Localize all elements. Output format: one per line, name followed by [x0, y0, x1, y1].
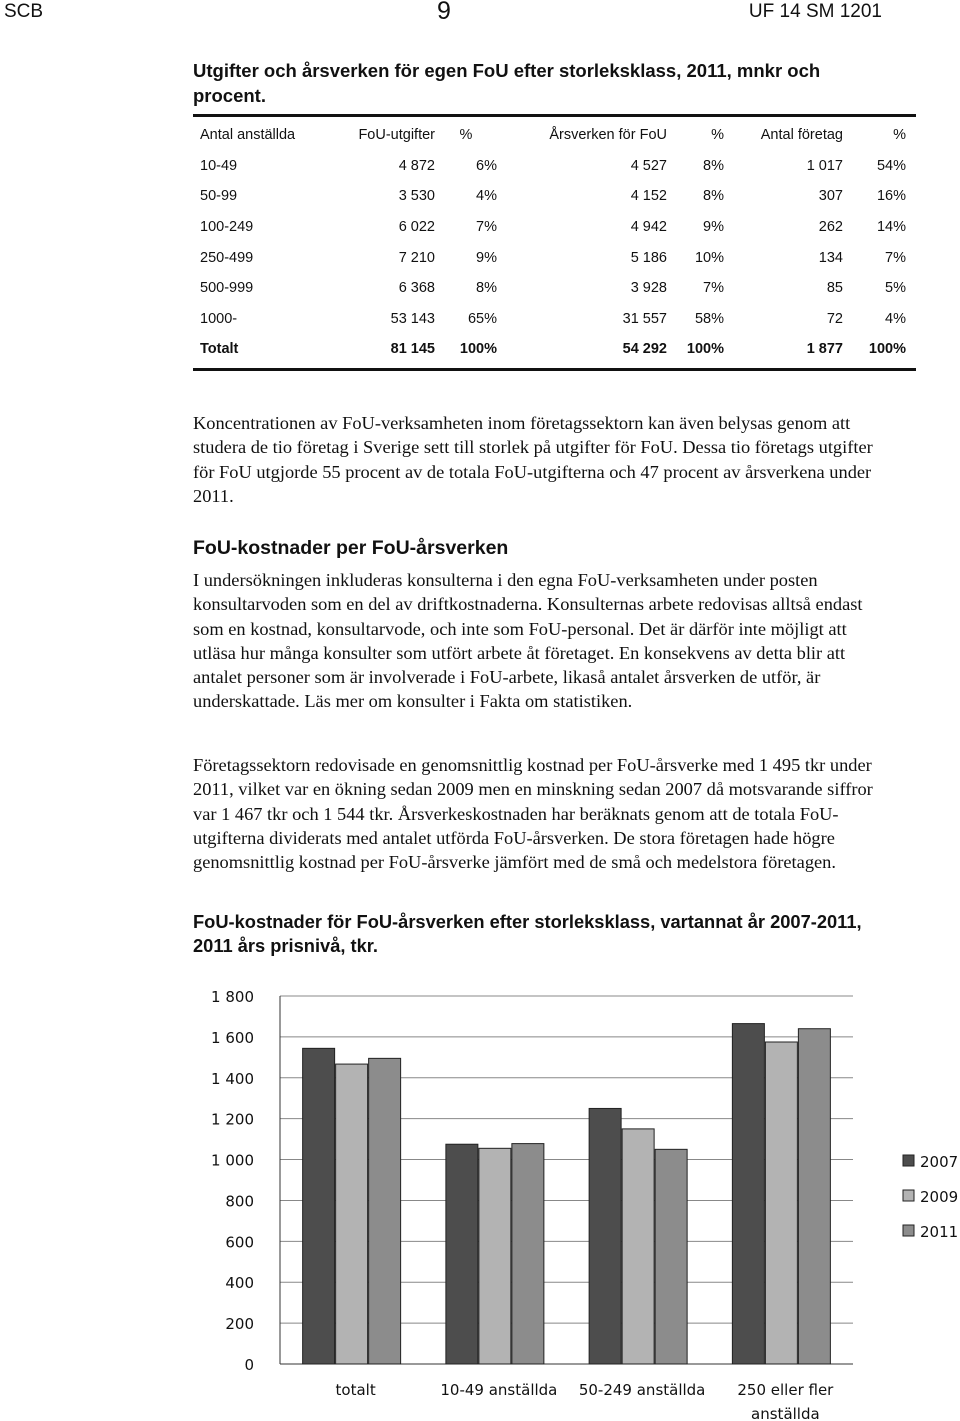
header-org: SCB	[4, 1, 44, 22]
table-cell: Totalt	[200, 341, 239, 358]
bar-2007	[446, 1144, 478, 1364]
table-cell: 262	[818, 219, 843, 236]
table-cell: 4 152	[630, 188, 667, 205]
y-tick-label: 1 000	[211, 1151, 254, 1170]
table-cell: 10%	[694, 249, 724, 266]
legend-label: 2009	[920, 1188, 959, 1206]
table-cell: 6 022	[398, 219, 435, 236]
table-cell: 3 530	[398, 188, 435, 205]
page-number: 9	[437, 0, 451, 25]
table-cell: 7%	[703, 280, 724, 297]
col-header: FoU-utgifter	[358, 127, 435, 144]
bar-2007	[732, 1024, 764, 1364]
bar-2011	[369, 1058, 401, 1364]
x-tick-label: totalt	[335, 1381, 376, 1399]
y-tick-label: 600	[225, 1233, 254, 1252]
table-cell: 100-249	[200, 219, 254, 236]
bar-2009	[765, 1042, 797, 1364]
table-cell: 1 017	[806, 157, 843, 174]
table-cell: 5%	[885, 280, 906, 297]
report-id: UF 14 SM 1201	[748, 1, 882, 22]
table-cell: 53 143	[390, 310, 435, 327]
table-cell: 81 145	[390, 341, 435, 358]
table-cell: 100%	[686, 341, 724, 358]
table-cell: 6%	[476, 157, 497, 174]
table-cell: 16%	[876, 188, 906, 205]
table-cell: 8%	[703, 188, 724, 205]
table-cell: 307	[818, 188, 843, 205]
table-cell: 500-999	[200, 280, 254, 297]
col-header: %	[459, 127, 473, 144]
bar-2007	[589, 1108, 621, 1364]
bar-2009	[622, 1129, 654, 1364]
table-cell: 7 210	[398, 249, 435, 266]
table-cell: 7%	[476, 219, 497, 236]
legend-label: 2011	[920, 1223, 959, 1241]
y-tick-label: 1 200	[211, 1110, 254, 1129]
legend-swatch	[903, 1155, 914, 1166]
table-cell: 65%	[467, 310, 497, 327]
table-cell: 1000-	[200, 310, 238, 327]
legend-swatch	[903, 1190, 914, 1201]
table-cell: 50-99	[200, 188, 238, 205]
table-cell: 9%	[703, 219, 724, 236]
table-cell: 4%	[476, 188, 497, 205]
table-cell: 4%	[885, 310, 906, 327]
table-cell: 4 527	[630, 157, 667, 174]
paragraph-consultants: I undersökningen inkluderas konsulterna i den egna FoU-verksamheten under posten konsultarvoden som en del av driftkostnaderna. Konsulternas arbete redovisas alltså endast som en kostnad, konsultarvode, och inte som FoU-personal. Det är därför inte möjligt att utläsa hur många konsulter som utfört arbete åt företaget. En konsekvens av detta blir att antalet personer som är involverade i FoU-arbete, likaså antalet årsverken de utför, är underskattade. Läs mer om konsulter i Fakta om statistiken.	[193, 570, 863, 712]
x-tick-label: 10-49 anställda	[440, 1381, 558, 1399]
table-cell: 3 928	[630, 280, 667, 297]
y-tick-label: 1 800	[211, 988, 254, 1006]
table-cell: 1 877	[806, 341, 843, 358]
table-cell: 8%	[703, 157, 724, 174]
y-tick-label: 400	[225, 1274, 254, 1293]
legend-swatch	[903, 1225, 914, 1236]
y-tick-label: 1 400	[211, 1069, 254, 1088]
table-cell: 85	[826, 280, 843, 297]
col-header: Årsverken för FoU	[549, 127, 667, 144]
col-header: Antal anställda	[200, 127, 296, 144]
paragraph-cost-per-fte: Företagssektorn redovisade en genomsnittlig kostnad per FoU-årsverke med 1 495 tkr under 2011, vilket var en ökning sedan 2009 men en minskning sedan 2007 då motsvarande siffror var 1 467 tkr och 1 544 tkr. Årsverkeskostnaden har beräknats genom att de totala FoU-utgifterna dividerats med antalet utförda FoU-årsverken. De stora företagen hade högre genomsnittlig kostnad per FoU-årsverke jämfört med de små och medelstora företagen.	[193, 755, 873, 873]
bar-2011	[512, 1144, 544, 1364]
table-cell: 54 292	[622, 341, 667, 358]
table-title: Utgifter och årsverken för egen FoU efter storleksklass, 2011, mnkr och procent.	[193, 60, 821, 106]
y-tick-label: 800	[225, 1192, 254, 1211]
table-cell: 7%	[885, 249, 906, 266]
table-cell: 54%	[876, 157, 906, 174]
table-cell: 14%	[876, 219, 906, 236]
section-heading: FoU-kostnader per FoU-årsverken	[193, 537, 509, 559]
bar-2011	[655, 1149, 687, 1364]
x-tick-label: 50-249 anställda	[578, 1381, 706, 1399]
table-cell: 31 557	[622, 310, 667, 327]
table-cell: 100%	[459, 341, 497, 358]
table-cell: 134	[818, 249, 843, 266]
table-cell: 72	[826, 310, 843, 327]
y-tick-label: 1 600	[211, 1028, 254, 1047]
table-cell: 9%	[476, 249, 497, 266]
col-header: %	[893, 127, 906, 144]
table-cell: 10-49	[200, 157, 238, 174]
table-cell: 4 872	[398, 157, 435, 174]
bar-2011	[798, 1029, 830, 1364]
y-tick-label: 0	[244, 1356, 254, 1374]
chart-title: FoU-kostnader för FoU-årsverken efter storleksklass, vartannat år 2007-2011, 2011 års prisnivå, tkr.	[193, 911, 862, 956]
table-cell: 8%	[476, 280, 497, 297]
x-tick-label: 250 eller fler	[737, 1381, 834, 1399]
table-cell: 6 368	[398, 280, 435, 297]
legend-label: 2007	[920, 1153, 959, 1171]
table-cell: 4 942	[630, 219, 667, 236]
bar-2009	[336, 1064, 368, 1364]
bar-2007	[303, 1048, 335, 1364]
col-header: %	[711, 127, 724, 144]
table-cell: 5 186	[630, 249, 667, 266]
table-cell: 250-499	[200, 249, 254, 266]
table-cell: 58%	[694, 310, 724, 327]
paragraph-concentration: Koncentrationen av FoU-verksamheten inom företagssektorn kan även belysas genom att studera de tio företag i Sverige sett till storlek på utgifter för FoU. Dessa tio företags utgifter för FoU utgjorde 55 procent av de totala FoU-utgifterna och 47 procent av årsverkena under 2011.	[193, 413, 873, 506]
x-tick-label: anställda	[751, 1405, 820, 1421]
col-header: Antal företag	[760, 127, 843, 144]
y-tick-label: 200	[225, 1315, 254, 1334]
table-cell: 100%	[868, 341, 906, 358]
bar-2009	[479, 1148, 511, 1364]
